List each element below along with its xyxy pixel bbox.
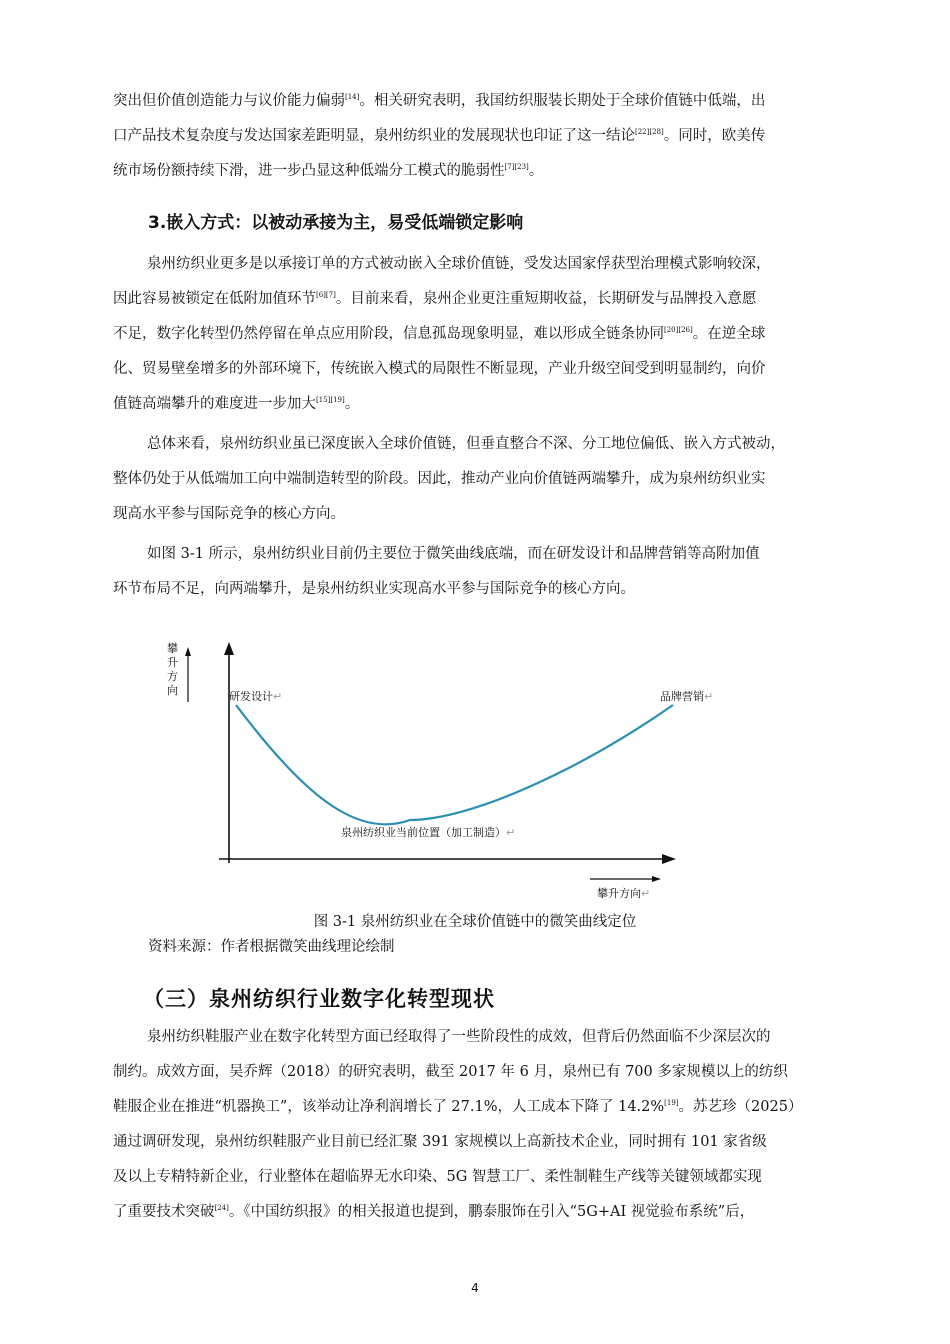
y-axis-label-char-3: 方: [167, 670, 178, 683]
section-heading-digital-transformation: （三）泉州纺织行业数字化转型现状: [143, 987, 495, 1011]
paragraph-summary: 总体来看，泉州纺织业虽已深度嵌入全球价值链，但垂直整合不深、分工地位偏低、嵌入方式被动， 整体仍处于从低端加工向中端制造转型的阶段。因此，推动产业向价值链两端攀升，成为泉州纺织业实 现高水平参与国际竞争的核心方向。: [113, 436, 785, 522]
page-number: 4: [471, 1281, 479, 1295]
y-axis-label-char-2: 升: [167, 656, 178, 669]
section-heading-embedding-mode: 3.嵌入方式：以被动承接为主，易受低端锁定影响: [148, 213, 524, 233]
smile-curve-line: [236, 705, 673, 824]
label-brand-marketing: 品牌营销↵: [660, 690, 714, 703]
y-label-arrowhead: [185, 647, 191, 656]
figure-source: 资料来源：作者根据微笑曲线理论绘制: [148, 939, 395, 955]
x-axis-label: 攀升方向↵: [597, 887, 651, 900]
paragraph-figure-intro: 如图 3-1 所示，泉州纺织业目前仍主要位于微笑曲线底端，而在研发设计和品牌营销等高附加值 环节布局不足，向两端攀升，是泉州纺织业实现高水平参与国际竞争的核心方向。: [113, 546, 760, 597]
y-axis-label-char-4: 向: [167, 684, 178, 697]
y-axis-label-char-1: 攀: [167, 642, 178, 655]
x-label-arrowhead: [652, 876, 661, 882]
label-rd-design: 研发设计↵: [229, 690, 283, 703]
paragraph-embedding-mode: 泉州纺织业更多是以承接订单的方式被动嵌入全球价值链，受发达国家俘获型治理模式影响较深， 因此容易被锁定在低附加值环节[6][7]。目前来看，泉州企业更注重短期收益，长期研发与品牌投入意愿 不足，数字化转型仍然停留在单点应用阶段，信息孤岛现象明显，难以形成全链条协同[20][26]。在逆全球 化、贸易壁垒增多的外部环境下，传统嵌入模式的局限性不断显现，产业升级空间受到明显制约，向价 值链高端攀升的难度进一步加大[15][19]。: [113, 256, 771, 412]
label-current-position: 泉州纺织业当前位置（加工制造）↵: [341, 826, 516, 839]
paragraph-digital-transformation: 泉州纺织鞋服产业在数字化转型方面已经取得了一些阶段性的成效，但背后仍然面临不少深层次的 制约。成效方面，吴乔辉（2018）的研究表明，截至 2017 年 6 月，泉州已有 700 多家规模以上的纺织 鞋服企业在推进“机器换工”，该举动让净利润增长了 27.1%，人工成本下降了 14.2%[19]。苏艺珍（2025） 通过调研发现，泉州纺织鞋服产业目前已经汇聚 391 家规模以上高新技术企业，同时拥有 101 家省级 及以上专精特新企业，行业整体在超临界无水印染、5G 智慧工厂、柔性制鞋生产线等关键领域都实现 了重要技术突破[24]。《中国纺织报》的相关报道也提到，鹏泰服饰在引入“5G+AI 视觉验布系统”后，: [113, 1029, 803, 1220]
paragraph-value-chain-position: 突出但价值创造能力与议价能力偏弱[14]。相关研究表明，我国纺织服装长期处于全球价值链中低端，出 口产品技术复杂度与发达国家差距明显，泉州纺织业的发展现状也印证了这一结论[22][28]。同时，欧美传 统市场份额持续下滑，进一步凸显这种低端分工模式的脆弱性[7][23]。: [113, 93, 766, 179]
y-axis-arrowhead: [224, 642, 234, 655]
figure-caption: 图 3-1 泉州纺织业在全球价值链中的微笑曲线定位: [313, 914, 637, 930]
x-axis-arrowhead: [662, 854, 676, 864]
